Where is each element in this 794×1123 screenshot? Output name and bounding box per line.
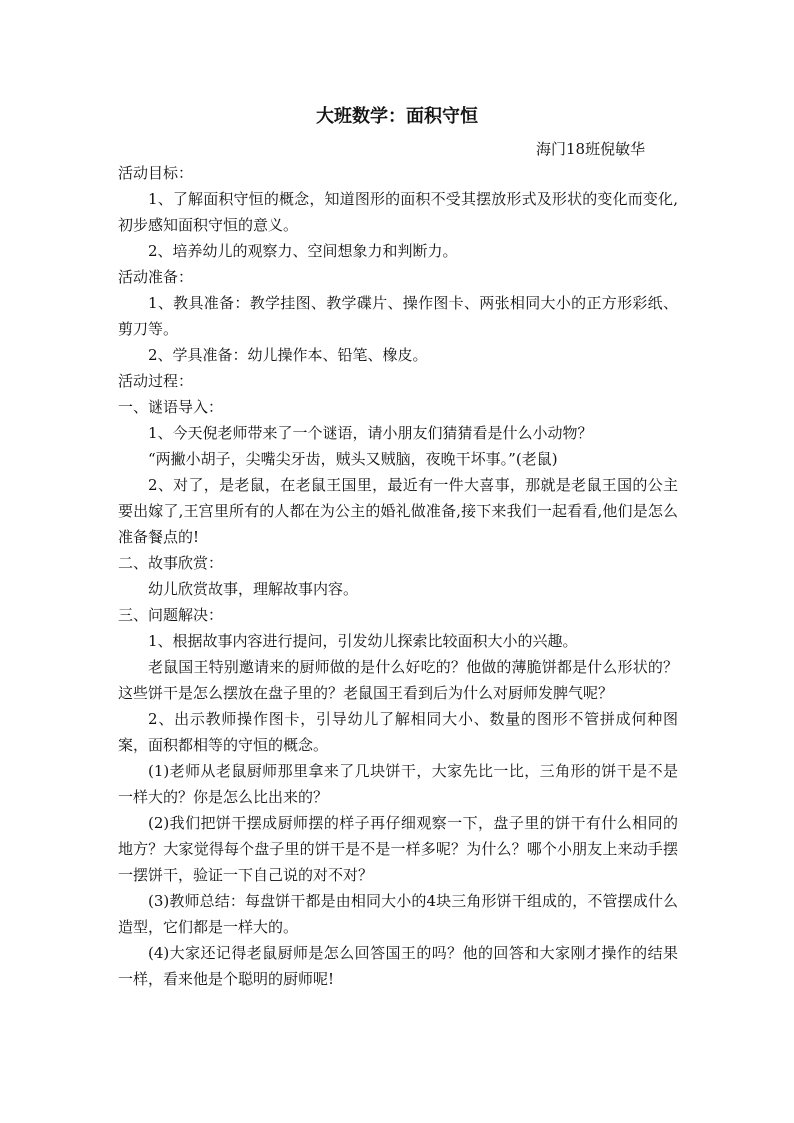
part3-question-1: (1)老师从老鼠厨师那里拿来了几块饼干，大家先比一比，三角形的饼干是不是一样大的？你是怎么比出来的？: [118, 762, 678, 806]
part2-heading: 二、故事欣赏：: [118, 554, 224, 572]
part3-question-4: (4)大家还记得老鼠厨师是怎么回答国王的吗？他的回答和大家刚才操作的结果一样，看来他是个聪明的厨师呢!: [118, 944, 678, 988]
goal-item-1: 1、了解面积守恒的概念，知道图形的面积不受其摆放形式及形状的变化而变化,初步感知面积守恒的意义。: [118, 190, 678, 234]
part3-paragraph-3: 2、出示教师操作图卡，引导幼儿了解相同大小、数量的图形不管拼成何种图案，面积都相等的守恒的概念。: [118, 710, 678, 754]
section-heading-preparation: 活动准备：: [118, 268, 194, 286]
part2-paragraph-1: 幼儿欣赏故事，理解故事内容。: [148, 580, 359, 598]
section-heading-process: 活动过程：: [118, 372, 194, 390]
part1-heading: 一、谜语导入：: [118, 398, 224, 416]
author-line: 海门18班倪敏华: [536, 140, 646, 158]
prep-item-2: 2、学具准备：幼儿操作本、铅笔、橡皮。: [148, 346, 428, 364]
part3-question-3: (3)教师总结：每盘饼干都是由相同大小的4块三角形饼干组成的，不管摆成什么造型，它们都是一样大的。: [118, 892, 678, 936]
document-body: [118, 160, 678, 992]
part3-question-2: (2)我们把饼干摆成厨师摆的样子再仔细观察一下，盘子里的饼干有什么相同的地方？大家觉得每个盘子里的饼干是不是一样多呢？为什么？哪个小朋友上来动手摆一摆饼干，验证一下自己说的对不对？: [118, 814, 678, 884]
part3-paragraph-2: 老鼠国王特别邀请来的厨师做的是什么好吃的？他做的薄脆饼都是什么形状的？这些饼干是怎么摆放在盘子里的？老鼠国王看到后为什么对厨师发脾气呢？: [118, 658, 678, 702]
page-title: 大班数学：面积守恒: [316, 106, 478, 127]
part1-paragraph-2: 2、对了，是老鼠，在老鼠王国里，最近有一件大喜事，那就是老鼠王国的公主要出嫁了,王宫里所有的人都在为公主的婚礼做准备,接下来我们一起看看,他们是怎么准备餐点的!: [118, 476, 678, 546]
part3-paragraph-1: 1、根据故事内容进行提问，引发幼儿探索比较面积大小的兴趣。: [148, 632, 578, 650]
prep-item-1: 1、教具准备：教学挂图、教学碟片、操作图卡、两张相同大小的正方形彩纸、剪刀等。: [118, 294, 678, 338]
part3-heading: 三、问题解决：: [118, 606, 224, 624]
section-heading-goals: 活动目标：: [118, 164, 194, 182]
part1-riddle: “两撇小胡子，尖嘴尖牙齿，贼头又贼脑，夜晚干坏事。”(老鼠): [148, 450, 558, 468]
goal-item-2: 2、培养幼儿的观察力、空间想象力和判断力。: [148, 242, 458, 260]
part1-paragraph-1: 1、今天倪老师带来了一个谜语，请小朋友们猜猜看是什么小动物？: [148, 424, 593, 442]
